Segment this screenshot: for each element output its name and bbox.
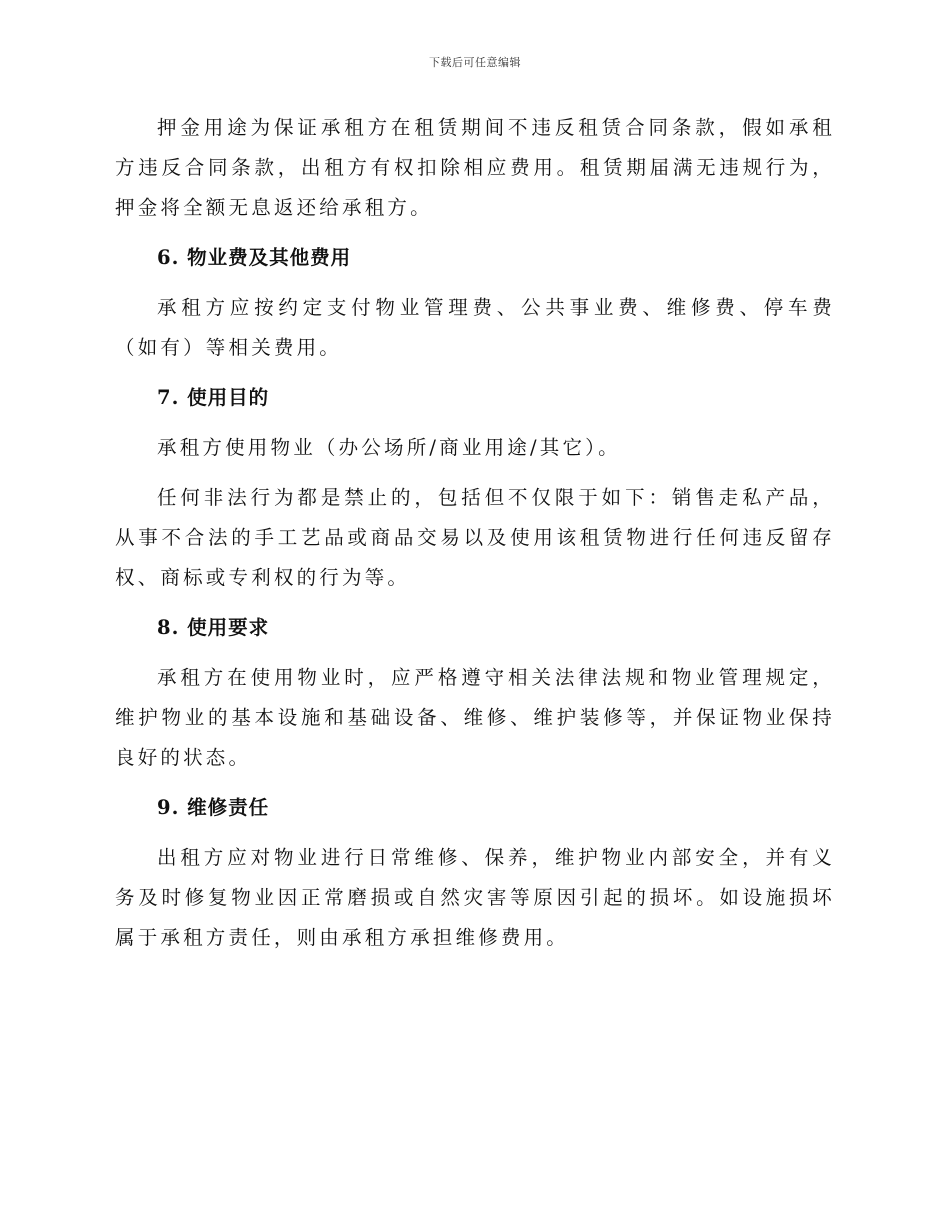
paragraph-property-fees: 承租方应按约定支付物业管理费、公共事业费、维修费、停车费（如有）等相关费用。	[115, 296, 835, 359]
page-header-note: 下载后可任意编辑	[429, 56, 521, 69]
paragraph-prohibited-acts: 任何非法行为都是禁止的，包括但不仅限于如下：销售走私产品，从事不合法的手工艺品或商品交易以及使用该租赁物进行任何违反留存权、商标或专利权的行为等。	[115, 486, 835, 589]
paragraph-usage-requirements: 承租方在使用物业时，应严格遵守相关法律法规和物业管理规定，维护物业的基本设施和基础设备、维修、维护装修等，并保证物业保持良好的状态。	[115, 666, 835, 769]
section-heading-8: 8. 使用要求	[157, 616, 270, 639]
paragraph-usage-purpose: 承租方使用物业（办公场所/商业用途/其它）。	[157, 436, 621, 459]
section-heading-9: 9. 维修责任	[157, 796, 270, 819]
document-body	[115, 108, 835, 968]
paragraph-deposit-purpose: 押金用途为保证承租方在租赁期间不违反租赁合同条款，假如承租方违反合同条款，出租方有权扣除相应费用。租赁期届满无违规行为，押金将全额无息返还给承租方。	[115, 116, 835, 219]
section-heading-6: 6. 物业费及其他费用	[157, 246, 352, 269]
section-heading-7: 7. 使用目的	[157, 386, 270, 409]
paragraph-maintenance-responsibility: 出租方应对物业进行日常维修、保养，维护物业内部安全，并有义务及时修复物业因正常磨损或自然灾害等原因引起的损坏。如设施损坏属于承租方责任，则由承租方承担维修费用。	[115, 846, 835, 949]
